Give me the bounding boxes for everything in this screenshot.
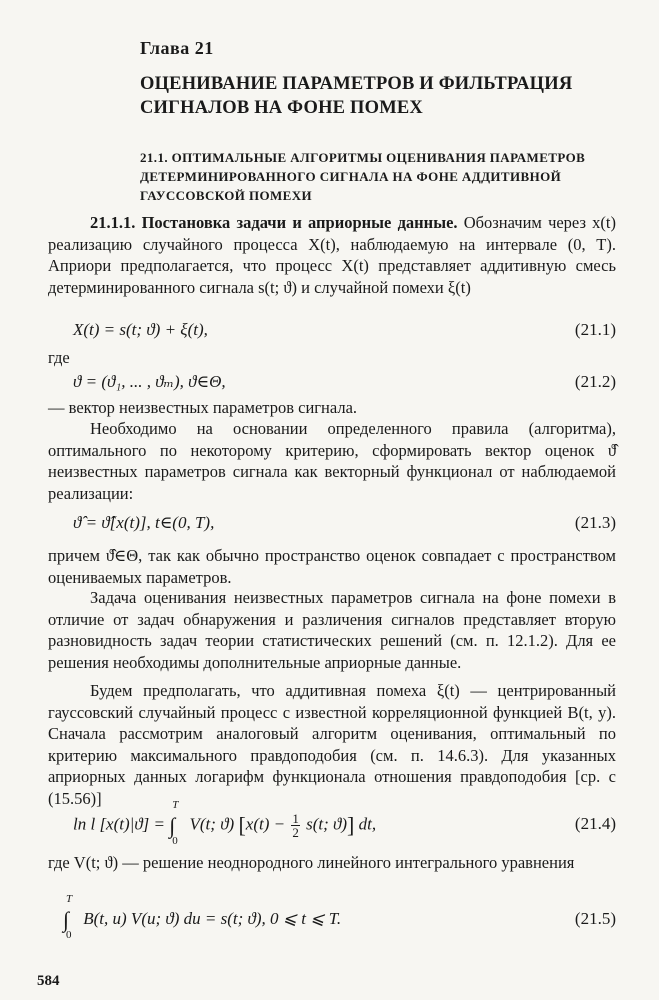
equation-body: s(t; ϑ) — [306, 814, 348, 834]
bracket-open: [ — [238, 812, 246, 838]
equation-body: x(t) − — [245, 814, 286, 834]
fraction — [291, 812, 300, 839]
equation-21-1 — [48, 320, 616, 346]
paragraph-intro — [48, 212, 616, 298]
equation-21-3 — [48, 513, 616, 539]
equation-21-4 — [48, 798, 616, 848]
paragraph-vector-desc: — вектор неизвестных параметров сигнала. — [48, 398, 358, 417]
where-label: где — [48, 348, 70, 367]
integral-upper: T — [66, 893, 73, 905]
paragraph-intro-text: Обозначим через x(t) реализацию случайного процесса X(t), наблюдаемую на интервале (0, T). Априори предполагается, что процесс X(t) представляет аддитивную смесь детерминированного сигнала s(t; ϑ) и случайной помехи ξ(t) — [48, 213, 616, 297]
paragraph-problem: Задача оценивания неизвестных параметров сигнала на фоне помехи в отличие от задач обнаружения и различения сигналов представляет вторую разновидность задач теории статистических решений (см. п. 12.1.2). Для ее решения необходимы дополнительные априорные данные. — [48, 588, 616, 672]
equation-number: (21.3) — [574, 513, 616, 532]
integral-sign: ∫ T 0 — [63, 893, 73, 941]
equation-number: (21.2) — [574, 372, 616, 391]
fraction-denominator: 2 — [292, 825, 299, 840]
equation-lhs: ln l [x(t)|ϑ] = — [73, 814, 166, 834]
equation-21-2 — [48, 372, 616, 398]
equation-number: (21.4) — [574, 814, 616, 833]
subsection-heading: 21.1.1. Постановка задачи и априорные данные. — [90, 213, 458, 232]
section-title: 21.1. ОПТИМАЛЬНЫЕ АЛГОРИТМЫ ОЦЕНИВАНИЯ ПАРАМЕТРОВ ДЕТЕРМИНИРОВАННОГО СИГНАЛА НА ФОНЕ АДДИТИВНОЙ ГАУССОВСКОЙ ПОМЕХИ — [140, 150, 586, 203]
page-number: 584 — [37, 973, 60, 989]
equation-body: B(t, u) V(u; ϑ) du = s(t; ϑ), 0 ⩽ t ⩽ T. — [83, 908, 342, 928]
equation-21-5 — [48, 893, 616, 945]
bracket-close: ] — [347, 812, 355, 838]
integral-lower: 0 — [172, 834, 178, 847]
paragraph-estimation: Необходимо на основании определенного правила (алгоритма), оптимального по некоторому критерию, сформировать вектор оценок ϑ̂ неизвестных параметров сигнала как векторный функционал от наблюдаемой реализации: — [48, 419, 616, 503]
chapter-title: ОЦЕНИВАНИЕ ПАРАМЕТРОВ И ФИЛЬТРАЦИЯ СИГНАЛОВ НА ФОНЕ ПОМЕХ — [140, 74, 573, 118]
equation-number: (21.5) — [574, 909, 616, 928]
equation-expression: ϑ̂ = ϑ̂[x(t)], t∈(0, T), — [73, 513, 215, 532]
equation-expression: X(t) = s(t; ϑ) + ξ(t), — [73, 320, 208, 339]
equation-end: dt, — [358, 814, 377, 834]
paragraph-space: причем ϑ̂∈Θ, так как обычно пространство оценок совпадает с пространством оцениваемых параметров. — [48, 546, 616, 587]
integral-lower: 0 — [66, 929, 72, 941]
integral-upper: T — [172, 798, 179, 811]
fraction-numerator: 1 — [292, 811, 299, 826]
integral-sign: ∫ T 0 — [169, 798, 179, 847]
equation-body: V(t; ϑ) — [189, 814, 235, 834]
equation-expression: ϑ = (ϑ₁, ... , ϑₘ), ϑ∈Θ, — [73, 372, 226, 391]
paragraph-assumptions: Будем предполагать, что аддитивная помеха ξ(t) — центрированный гауссовский случайный процесс с известной корреляционной функцией B(t, y). Сначала рассмотрим аналоговый алгоритм оценивания, оптимальный по критерию максимального правдоподобия (см. п. 14.6.3). Для указанных априорных данных логарифм функционала отношения правдоподобия [ср. с (15.56)] — [48, 681, 616, 808]
equation-number: (21.1) — [574, 320, 616, 339]
paragraph-solution: где V(t; ϑ) — решение неоднородного линейного интегрального уравнения — [48, 853, 575, 872]
chapter-label: Глава 21 — [140, 38, 214, 58]
